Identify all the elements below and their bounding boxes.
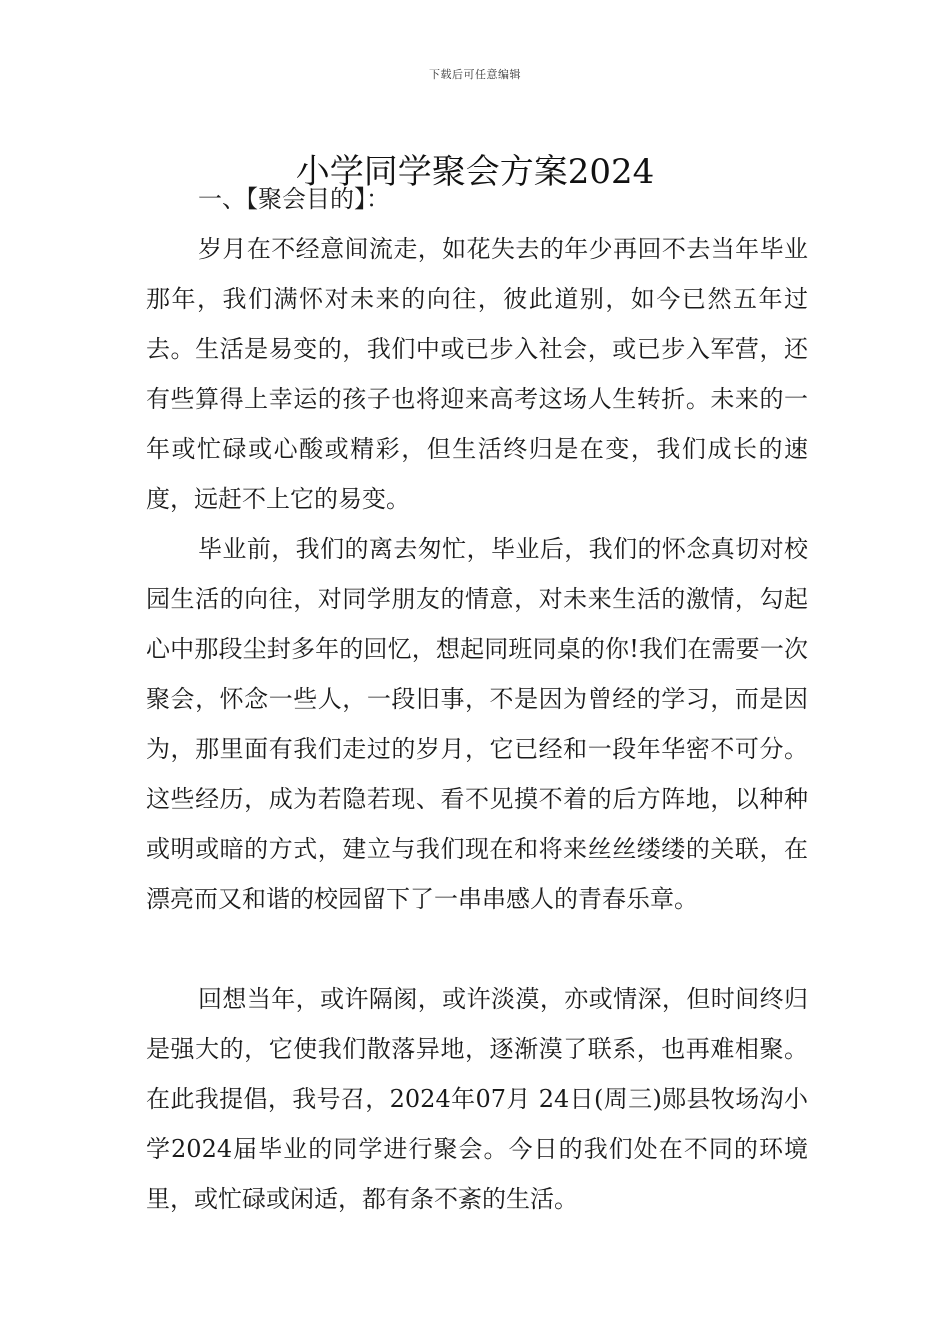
- section-heading-purpose: 一、【聚会目的】：: [198, 185, 390, 213]
- page-header-note: 下载后可任意编辑: [429, 68, 521, 81]
- paragraph-3: 回想当年，或许隔阂，或许淡漠，亦或情深，但时间终归是强大的，它使我们散落异地，逐渐漠了联系，也再难相聚。在此我提倡，我号召，2024年07月 24日(周三)郧县牧场沟小学2024届毕业的同学进行聚会。今日的我们处在不同的环境里，或忙碌或闲适，都有条不紊的生活。: [146, 985, 808, 1213]
- document-title: 小学同学聚会方案2024: [295, 151, 655, 192]
- paragraph-2: 毕业前，我们的离去匆忙，毕业后，我们的怀念真切对校园生活的向往，对同学朋友的情意，对未来生活的激情，勾起心中那段尘封多年的回忆，想起同班同桌的你!我们在需要一次聚会，怀念一些人，一段旧事，不是因为曾经的学习，而是因为，那里面有我们走过的岁月，它已经和一段年华密不可分。这些经历，成为若隐若现、看不见摸不着的后方阵地，以种种或明或暗的方式，建立与我们现在和将来丝丝缕缕的关联，在漂亮而又和谐的校园留下了一串串感人的青春乐章。: [146, 535, 808, 913]
- paragraph-1: 岁月在不经意间流走，如花失去的年少再回不去当年毕业那年，我们满怀对未来的向往，彼此道别，如今已然五年过去。生活是易变的，我们中或已步入社会，或已步入军营，还有些算得上幸运的孩子也将迎来高考这场人生转折。未来的一年或忙碌或心酸或精彩，但生活终归是在变，我们成长的速度，远赶不上它的易变。: [146, 235, 808, 513]
